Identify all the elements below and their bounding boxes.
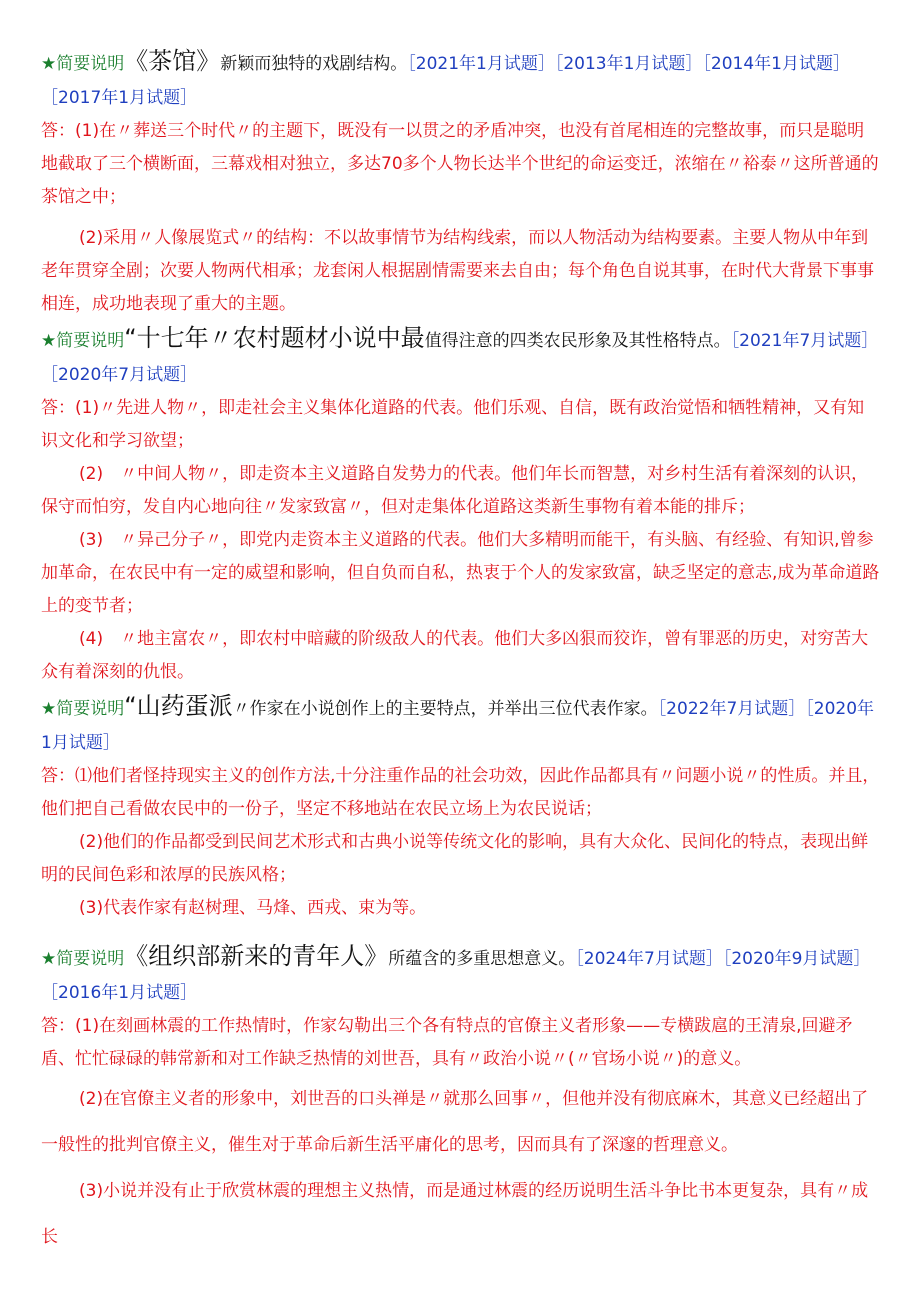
- answer-paragraph: (2)他们的作品都受到民间艺术形式和古典小说等传统文化的影响，具有大众化、民间化的特点，表现出鲜明的民间色彩和浓厚的民族风格；: [41, 832, 869, 885]
- answer-paragraph: 答：(1)在〃葬送三个时代〃的主题下，既没有一以贯之的矛盾冲突，也没有首尾相连的完整故事，而只是聪明地截取了三个横断面，三幕戏相对独立，多达70多个人物长达半个世纪的命运变迁，浓缩在〃裕泰〃这所普通的茶馆之中；: [41, 121, 879, 207]
- answer-paragraph: 答：(1)在刻画林震的工作热情时，作家勾勒出三个各有特点的官僚主义者形象——专横跋扈的王清泉,回避矛盾、忙忙碌碌的韩常新和对工作缺乏热情的刘世吾，具有〃政治小说〃(〃官场小说〃)的意义。: [41, 1016, 853, 1069]
- answer-paragraph: (4) 〃地主富农〃，即农村中暗藏的阶级敌人的代表。他们大多凶狠而狡诈，曾有罪恶的历史，对穷苦大众有着深刻的仇恨。: [41, 629, 869, 682]
- answer-paragraph: (2)在官僚主义者的形象中，刘世吾的口头禅是〃就那么回事〃，但他并没有彻底麻木，其意义已经超出了一般性的批判官僚主义，催生对于革命后新生活平庸化的思考，因而具有了深邃的哲理意义。: [41, 1089, 869, 1155]
- answer-paragraph: (2)采用〃人像展览式〃的结构：不以故事情节为结构线索，而以人物活动为结构要素。主要人物从中年到老年贯穿全剧；次要人物两代相承；龙套闲人根据剧情需要来去自由；每个角色自说其事，在时代大背景下事事相连，成功地表现了重大的主题。: [41, 228, 874, 314]
- answer-paragraph: (3)代表作家有赵树理、马烽、西戎、束为等。: [79, 898, 427, 918]
- question-title: 《组织部新来的青年人》: [124, 942, 389, 970]
- question-1: [41, 44, 881, 115]
- star-icon: ★简要说明: [41, 331, 125, 351]
- question-3: [41, 689, 881, 760]
- question-4: [41, 939, 881, 1010]
- question-title: “十七年〃农村题材小说中最: [124, 324, 425, 352]
- answer-paragraph: (3)小说并没有止于欣赏林震的理想主义热情，而是通过林震的经历说明生活斗争比书本更复杂，具有〃成长: [41, 1181, 869, 1247]
- question-title: “山药蛋派: [124, 692, 233, 720]
- exam-tags: ［2024年7月试题］［2020年9月试题］［2016年1月试题］: [41, 949, 871, 1003]
- question-title: 《茶馆》: [124, 47, 221, 75]
- exam-tags: ［2021年1月试题］［2013年1月试题］［2014年1月试题］［2017年1月试题］: [41, 54, 850, 108]
- answer-paragraph: (2) 〃中间人物〃，即走资本主义道路自发势力的代表。他们年长而智慧，对乡村生活有着深刻的认识，保守而怕穷，发自内心地向往〃发家致富〃，但对走集体化道路这类新生事物有着本能的排斥；: [41, 464, 869, 517]
- exam-tags: ［2022年7月试题］［2020年1月试题］: [41, 699, 875, 753]
- question-text: 值得注意的四类农民形象及其性格特点。: [424, 331, 731, 351]
- question-2: [41, 321, 881, 392]
- question-text: 所蕴含的多重思想意义。: [388, 949, 576, 969]
- star-icon: ★简要说明: [41, 949, 125, 969]
- star-icon: ★简要说明: [41, 699, 125, 719]
- star-icon: ★简要说明: [41, 54, 125, 74]
- document-page: [41, 44, 881, 1260]
- answer-paragraph: 答：(1)〃先进人物〃，即走社会主义集体化道路的代表。他们乐观、自信，既有政治觉悟和牺牲精神，又有知识文化和学习欲望；: [41, 398, 865, 451]
- exam-tags: ［2021年7月试题］［2020年7月试题］: [41, 331, 879, 385]
- question-text: 新颖而独特的戏剧结构。: [220, 54, 408, 74]
- question-text: 〃作家在小说创作上的主要特点，并举出三位代表作家。: [232, 699, 658, 719]
- answer-paragraph: 答：⑴他们者怪持现实主义的创作方法,十分注重作品的社会功效，因此作品都具有〃问题小说〃的性质。并且，他们把自己看做农民中的一份子，坚定不移地站在农民立场上为农民说话；: [41, 766, 880, 819]
- answer-paragraph: (3) 〃异己分子〃，即党内走资本主义道路的代表。他们大多精明而能干，有头脑、有经验、有知识,曾参加革命，在农民中有一定的威望和影响，但自负而自私，热衷于个人的发家致富，缺乏坚定的意志,成为革命道路上的变节者；: [41, 530, 880, 616]
